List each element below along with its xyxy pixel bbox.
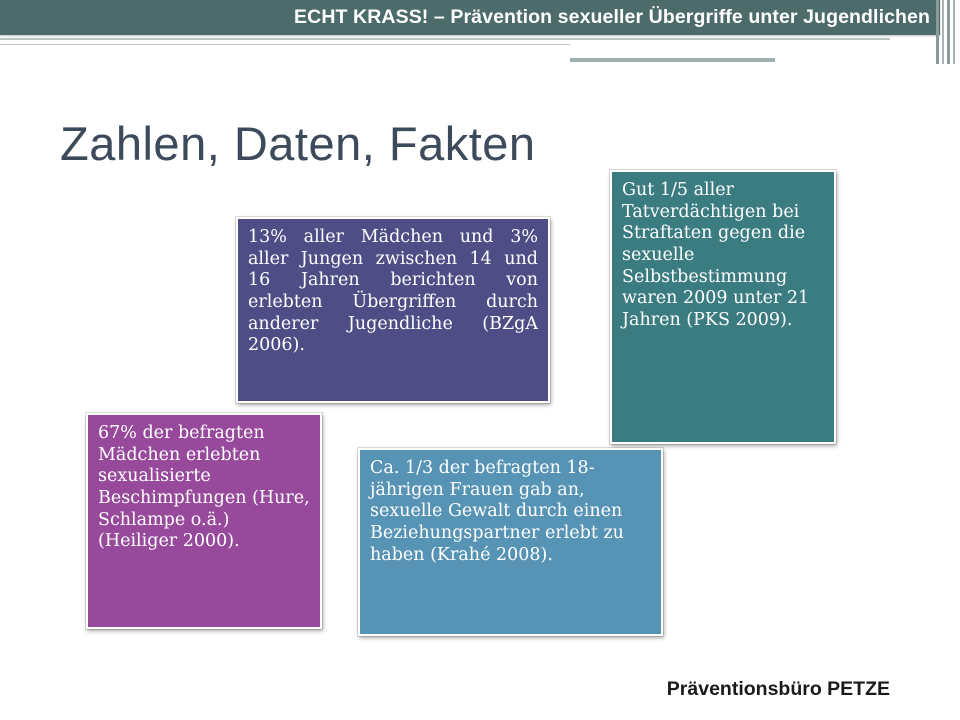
fact-box-heiliger: 67% der befragten Mädchen erlebten sexualisierte Beschimpfungen (Hure, Schlampe o.ä.) (Heiliger 2000). xyxy=(86,413,322,629)
fact-box-pks: Gut 1/5 aller Tatverdächtigen bei Straftaten gegen die sexuelle Selbstbestimmung waren 2009 unter 21 Jahren (PKS 2009). xyxy=(610,170,836,444)
fact-box-krahe: Ca. 1/3 der befragten 18-jährigen Frauen gab an, sexuelle Gewalt durch einen Beziehungspartner erlebt zu haben (Krahé 2008). xyxy=(358,448,663,636)
header-divider-lower xyxy=(0,44,570,45)
header-accent-line xyxy=(570,58,775,62)
slide-title: Zahlen, Daten, Fakten xyxy=(60,117,536,170)
header-divider xyxy=(0,38,890,40)
header-title: ECHT KRASS! – Prävention sexueller Übergriffe unter Jugendlichen xyxy=(294,6,930,28)
fact-box-bzga: 13% aller Mädchen und 3% aller Jungen zwischen 14 und 16 Jahren berichten von erlebten Übergriffen durch anderer Jugendliche (BZgA 2006). xyxy=(236,217,550,403)
footer-organization: Präventionsbüro PETZE xyxy=(666,678,890,700)
